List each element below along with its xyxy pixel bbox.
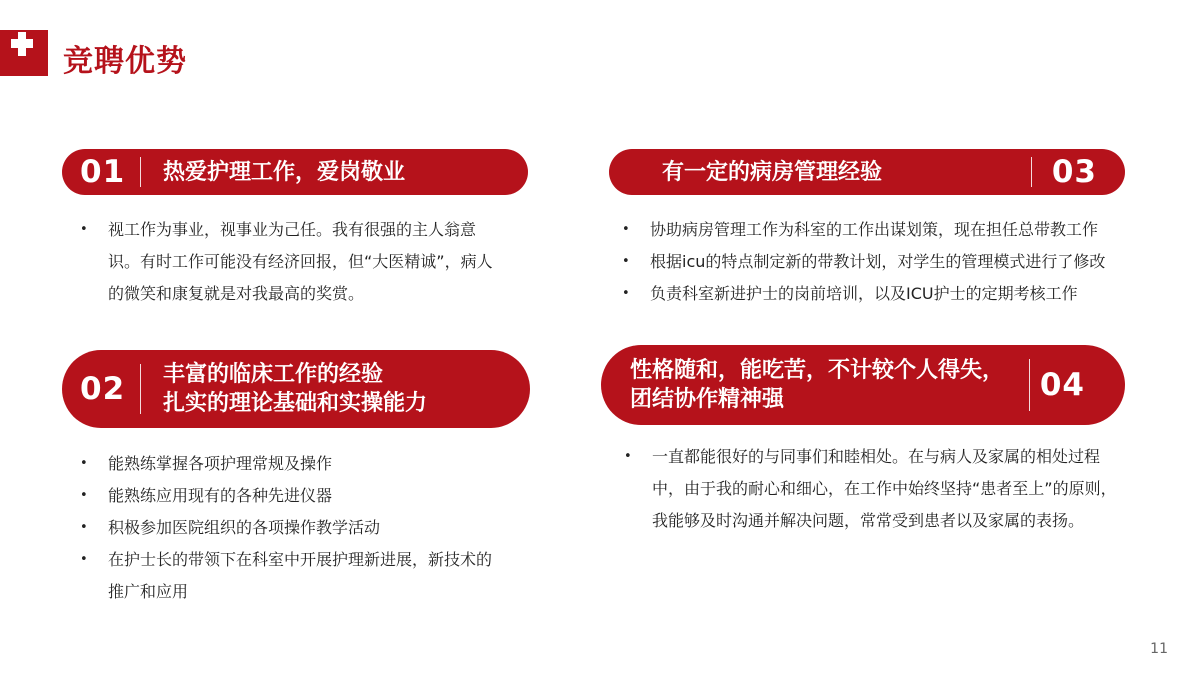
section-02-header [62,350,530,428]
bullet: • [80,488,88,503]
divider [140,157,141,187]
bullet: • [622,222,630,237]
list-item: • 负责科室新进护士的岗前培训，以及ICU护士的定期考核工作 [622,278,1162,310]
bullet: • [622,254,630,269]
section-heading: 丰富的临床工作的经验 扎实的理论基础和实操能力 [163,362,428,416]
section-heading: 有一定的病房管理经验 [662,159,883,185]
divider [140,364,141,414]
list-item: • 能熟练掌握各项护理常规及操作 [80,448,500,480]
section-number: 04 [1039,367,1085,403]
section-number: 03 [1051,154,1097,190]
bullet: • [622,286,630,301]
section-03-list [622,214,1162,310]
bullet: • [80,456,88,471]
bullet: • [624,449,632,464]
section-02-list [80,448,500,608]
section-01-list [80,214,500,310]
bullet: • [80,552,88,567]
medical-cross-icon [0,30,48,76]
page-title: 竞聘优势 [63,44,187,79]
page-number: 11 [1150,641,1168,657]
list-item: • 在护士长的带领下在科室中开展护理新进展，新技术的推广和应用 [80,544,500,608]
list-item: • 视工作为事业，视事业为己任。我有很强的主人翁意识。有时工作可能没有经济回报，但“大医精诚”，病人的微笑和康复就是对我最高的奖赏。 [80,214,500,310]
section-01-header [62,149,528,195]
section-heading: 性格随和，能吃苦，不计较个人得失， 团结协作精神强 [630,358,1005,412]
section-03-header [609,149,1125,195]
section-number: 01 [80,154,126,190]
list-item: • 根据icu的特点制定新的带教计划，对学生的管理模式进行了修改 [622,246,1162,278]
section-04-list [624,441,1124,537]
list-item: • 积极参加医院组织的各项操作教学活动 [80,512,500,544]
divider [1029,359,1030,411]
list-item: • 一直都能很好的与同事们和睦相处。在与病人及家属的相处过程中，由于我的耐心和细心，在工作中始终坚持“患者至上”的原则，我能够及时沟通并解决问题，常常受到患者以及家属的表扬。 [624,441,1124,537]
section-heading: 热爱护理工作，爱岗敬业 [163,159,406,185]
bullet: • [80,520,88,535]
list-item: • 协助病房管理工作为科室的工作出谋划策，现在担任总带教工作 [622,214,1162,246]
section-04-header [601,345,1125,425]
divider [1031,157,1032,187]
section-number: 02 [80,371,126,407]
bullet: • [80,222,88,237]
list-item: • 能熟练应用现有的各种先进仪器 [80,480,500,512]
